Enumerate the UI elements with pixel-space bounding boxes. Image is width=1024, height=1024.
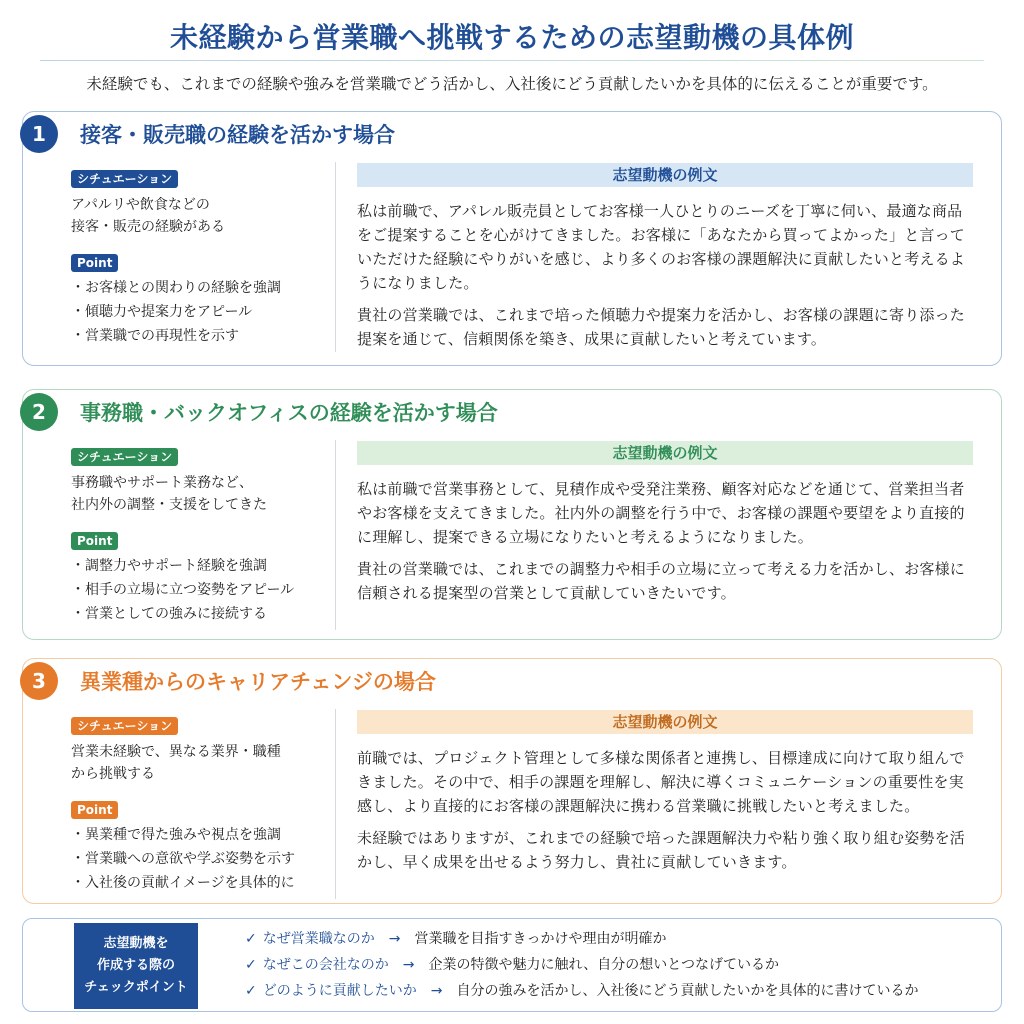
page-subtitle: 未経験でも、これまでの経験や強みを営業職でどう活かし、入社後にどう貢献したいかを具体的に伝えることが重要です。 [86,75,938,93]
point-item: ・ 営業としての強みに接続する [71,602,331,626]
checkpoint-question: なぜ営業職なのか [262,931,375,947]
example-paragraph: 私は前職で営業事務として、見積作成や受発注業務、顧客対応などを通じて、営業担当者やお客様を支えてきました。社内外の調整を行う中で、お客様の課題や要望をより直接的に理解し、提案できる立場になりたいと考えるようになりました。 [357,480,965,546]
example-paragraph: 貴社の営業職では、これまで培った傾聴力や提案力を活かし、お客様の課題に寄り添った提案を通じて、信頼関係を築き、成果に貢献したいと考えています。 [357,306,966,348]
case-title: 接客・販売職の経験を活かす場合 [80,123,395,147]
point-tag: Point [71,532,118,550]
checkpoint-list [245,926,918,1004]
example-header: 志望動機の例文 [357,163,973,187]
checkpoint-item [245,926,918,952]
example-paragraph: 前職では、プロジェクト管理として多様な関係者と連携し、目標達成に向けて取り組んできました。その中で、相手の課題を理解し、解決に導くコミュニケーションの重要性を実感し、より直接的にお客様の課題解決に携わる営業職に挑戦したいと考えました。 [357,749,965,815]
case-summary [71,446,331,626]
case-title: 事務職・バックオフィスの経験を活かす場合 [80,401,498,425]
point-item: ・ 営業職への意欲や学ぶ姿勢を示す [71,847,331,871]
example-header: 志望動機の例文 [357,710,973,734]
check-icon: ✓ [245,931,257,947]
arrow-icon: → [430,983,443,999]
point-item: ・ 営業職での再現性を示す [71,324,331,348]
case-card-1 [22,111,1002,366]
arrow-icon: → [402,957,415,973]
example-paragraph: 未経験ではありますが、これまでの経験で培った課題解決力や粘り強く取り組む姿勢を活かし、早く成果を出せるよう努力し、貴社に貢献していきます。 [357,829,966,871]
case-card-3 [22,658,1002,904]
point-tag: Point [71,254,118,272]
situation-text: 事務職やサポート業務など、 社内外の調整・支援をしてきた [71,475,267,513]
point-list [71,554,331,626]
situation-tag: シチュエーション [71,170,178,188]
checkpoint-answer: 営業職を目指すきっかけや理由が明確か [414,931,667,947]
case-summary [71,715,331,895]
case-number-badge: 1 [20,115,58,153]
check-icon: ✓ [245,983,257,999]
case-summary [71,168,331,348]
point-item: ・ 入社後の貢献イメージを具体的に [71,871,331,895]
point-item: ・ 相手の立場に立つ姿勢をアピール [71,578,331,602]
situation-text: 営業未経験で、異なる業界・職種 から挑戦する [71,744,281,782]
case-card-2 [22,389,1002,640]
point-list [71,276,331,348]
arrow-icon: → [388,931,401,947]
example-paragraph: 貴社の営業職では、これまでの調整力や相手の立場に立って考える力を活かし、お客様に信頼される提案型の営業として貢献していきたいです。 [357,560,966,602]
checkpoint-question: なぜこの会社なのか [262,957,389,973]
column-divider [335,162,336,352]
case-title: 異業種からのキャリアチェンジの場合 [80,670,436,694]
situation-tag: シチュエーション [71,448,178,466]
example-paragraph: 私は前職で、アパレル販売員としてお客様一人ひとりのニーズを丁寧に伺い、最適な商品をご提案することを心がけてきました。お客様に「あなたから買ってよかった」と言っていただけた経験にやりがいを感じ、より多くのお客様の課題解決に貢献したいと考えるようになりました。 [357,202,966,292]
column-divider [335,709,336,899]
example-header: 志望動機の例文 [357,441,973,465]
checkpoint-item [245,952,918,978]
example-section [357,441,977,605]
situation-text: アパルリや飲食などの 接客・販売の経験がある [71,197,225,235]
column-divider [335,440,336,630]
checkpoint-answer: 企業の特徴や魅力に触れ、自分の想いとつなげているか [428,957,780,973]
case-number-badge: 3 [20,662,58,700]
point-item: ・ 傾聴力や提案力をアピール [71,300,331,324]
point-item: ・ 調整力やサポート経験を強調 [71,554,331,578]
page-title: 未経験から営業職へ挑戦するための志望動機の具体例 [169,21,854,54]
point-item: ・ 異業種で得た強みや視点を強調 [71,823,331,847]
check-icon: ✓ [245,957,257,973]
point-item: ・ お客様との関わりの経験を強調 [71,276,331,300]
example-section [357,710,977,874]
situation-tag: シチュエーション [71,717,178,735]
checkpoint-question: どのように貢献したいか [262,983,417,999]
example-section [357,163,977,351]
case-number-badge: 2 [20,393,58,431]
checkpoint-item [245,978,918,1004]
checkpoint-label: 志望動機を 作成する際の チェックポイント [74,923,198,1009]
point-tag: Point [71,801,118,819]
checkpoint-box [22,918,1002,1012]
checkpoint-answer: 自分の強みを活かし、入社後にどう貢献したいかを具体的に書けているか [456,983,919,999]
point-list [71,823,331,895]
title-divider [40,60,984,61]
